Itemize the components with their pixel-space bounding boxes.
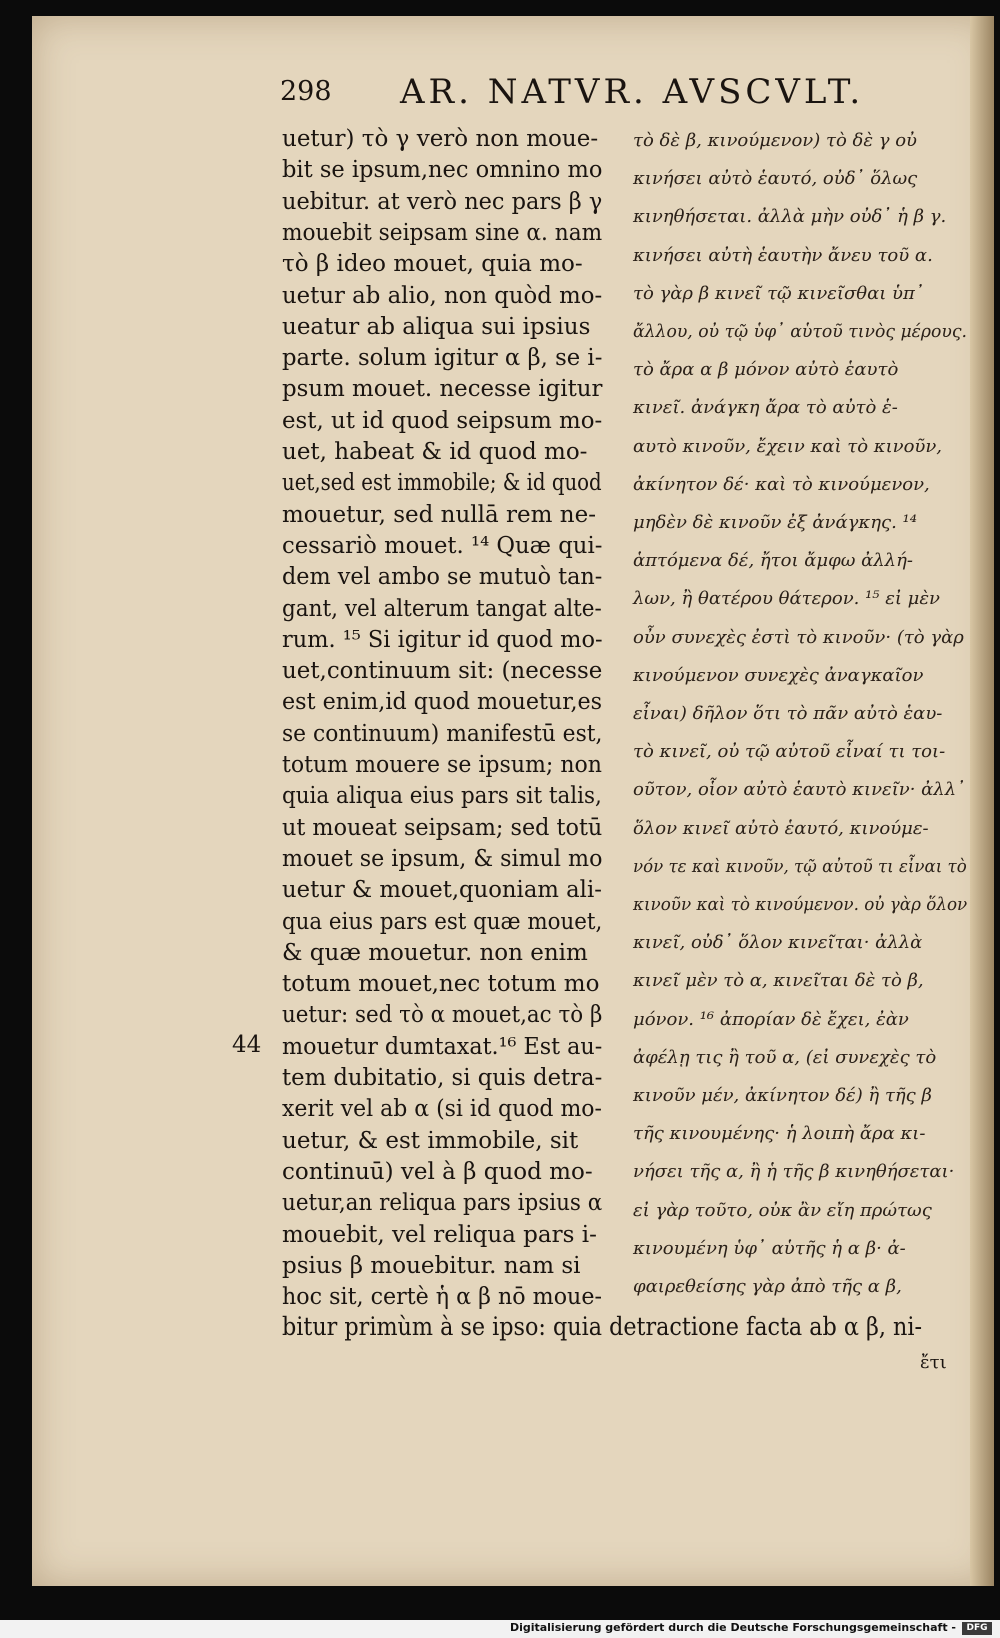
greek-line: μηδὲν δὲ κινοῦν ἐξ ἀνάγκης. ¹⁴: [633, 512, 917, 533]
latin-line: mouebit seipsam sine α. nam: [282, 219, 603, 246]
latin-line: hoc sit, certè ἡ α β nō moue-: [282, 1284, 602, 1311]
latin-line: est, ut id quod seipsum mo-: [282, 407, 603, 434]
greek-line: κινοῦν μέν, ἀκίνητον δέ) ἢ τῆς β: [633, 1085, 932, 1106]
latin-line: mouebit, vel reliqua pars i-: [282, 1221, 597, 1248]
dfg-logo: DFG: [962, 1622, 992, 1635]
latin-line: uet,sed est immobile; & id quod: [282, 470, 602, 497]
funding-notice: Digitalisierung gefördert durch die Deutsche Forschungsgemeinschaft -: [509, 1621, 956, 1634]
latin-line: dem vel ambo se mutuò tan-: [282, 564, 603, 591]
greek-line: τὸ γὰρ β κινεῖ τῷ κινεῖσθαι ὑπ᾽: [633, 282, 924, 304]
margin-note: 44: [232, 1032, 262, 1058]
latin-line: quia aliqua eius pars sit talis,: [282, 783, 602, 810]
greek-line: τὸ κινεῖ, οὐ τῷ αὐτοῦ εἶναί τι τοι-: [633, 741, 946, 763]
latin-line: uetur ab alio, non quòd mo-: [282, 282, 603, 309]
greek-line: κινοῦν καὶ τὸ κινούμενον. οὐ γὰρ ὅλον: [633, 894, 968, 915]
latin-line: totum mouet,nec totum mo: [282, 971, 600, 998]
page-number: 298: [280, 76, 332, 107]
latin-line: ueatur ab aliqua sui ipsius: [282, 313, 591, 340]
latin-line: qua eius pars est quæ mouet,: [282, 908, 603, 935]
latin-line: est enim,id quod mouetur,es: [282, 689, 603, 716]
latin-line: rum. ¹⁵ Si igitur id quod mo-: [282, 626, 603, 653]
latin-line: psius β mouebitur. nam si: [282, 1252, 581, 1279]
latin-line: uetur,an reliqua pars ipsius α: [282, 1190, 603, 1217]
greek-line: λων, ἢ θατέρου θάτερον. ¹⁵ εἰ μὲν: [633, 588, 940, 610]
greek-line: μόνον. ¹⁶ ἀπορίαν δὲ ἔχει, ἐὰν: [633, 1008, 909, 1030]
greek-line: τὸ δὲ β, κινούμενον) τὸ δὲ γ οὐ: [633, 130, 917, 151]
greek-line: οῦτον, οἷον αὐτὸ ἑαυτὸ κινεῖν· ἀλλ᾽: [633, 779, 966, 801]
latin-line: psum mouet. necesse igitur: [282, 376, 603, 403]
greek-line: ὅλον κινεῖ αὐτὸ ἑαυτό, κινούμε-: [633, 817, 929, 839]
latin-line: xerit vel ab α (si id quod mo-: [282, 1096, 602, 1123]
greek-line: εἰ γὰρ τοῦτο, οὐκ ἂν εἴη πρώτως: [633, 1199, 932, 1221]
latin-line: continuū) vel à β quod mo-: [282, 1158, 593, 1185]
latin-line: τὸ β ideo mouet, quia mo-: [282, 251, 583, 278]
latin-line: bit se ipsum,nec omnino mo: [282, 157, 603, 184]
greek-line: νήσει τῆς α, ἢ ἡ τῆς β κινηθήσεται·: [633, 1161, 955, 1183]
latin-line: uetur & mouet,quoniam ali-: [282, 877, 602, 904]
catchword: ἔτι: [920, 1352, 947, 1373]
latin-line: parte. solum igitur α β, se i-: [282, 345, 603, 372]
latin-line: mouetur, sed nullā rem ne-: [282, 501, 596, 528]
bottom-line: bitur primùm à se ipso: quia detractione facta ab α β, ni-: [282, 1312, 923, 1341]
latin-line: & quæ mouetur. non enim: [282, 939, 588, 966]
latin-line: totum mouere se ipsum; non: [282, 752, 603, 778]
greek-line: νόν τε καὶ κινοῦν, τῷ αὐτοῦ τι εἶναι τὸ: [633, 855, 967, 877]
greek-line: τῆς κινουμένης· ἡ λοιπὴ ἄρα κι-: [633, 1123, 926, 1145]
greek-line: κινεῖ. ἀνάγκη ἄρα τὸ αὐτὸ ἑ-: [633, 397, 898, 419]
latin-line: uet, habeat & id quod mo-: [282, 439, 588, 465]
greek-line: κινεῖ μὲν τὸ α, κινεῖται δὲ τὸ β,: [633, 970, 924, 992]
greek-line: ἀκίνητον δέ· καὶ τὸ κινούμενον,: [633, 473, 930, 495]
greek-line: κινούμενον συνεχὲς ἀναγκαῖον: [633, 664, 924, 686]
latin-line: tem dubitatio, si quis detra-: [282, 1065, 603, 1091]
greek-line: κινεῖ, οὐδ᾽ ὅλον κινεῖται· ἀλλὰ: [633, 932, 923, 954]
latin-line: cessariò mouet. ¹⁴ Quæ qui-: [282, 532, 603, 559]
page-edge: [970, 16, 994, 1586]
running-head: AR. NATVR. AVSCVLT.: [400, 72, 865, 112]
latin-line: uetur: sed τὸ α mouet,ac τὸ β: [282, 1002, 603, 1029]
greek-line: ἁπτόμενα δέ, ἤτοι ἄμφω ἀλλή-: [633, 550, 913, 572]
greek-line: αυτὸ κινοῦν, ἔχειν καὶ τὸ κινοῦν,: [633, 435, 943, 457]
greek-line: εἶναι) δῆλον ὅτι τὸ πᾶν αὐτὸ ἑαυ-: [633, 703, 943, 724]
greek-line: φαιρεθείσης γὰρ ἀπὸ τῆς α β,: [633, 1276, 902, 1297]
greek-line: ἄλλου, οὐ τῷ ὑφ᾽ αὑτοῦ τινὸς μέρους.: [633, 321, 967, 342]
latin-line: uet,continuum sit: (necesse: [282, 658, 603, 685]
latin-line: uebitur. at verò nec pars β γ: [282, 188, 603, 215]
latin-line: mouet se ipsum, & simul mo: [282, 845, 603, 872]
greek-line: κινηθήσεται. ἀλλὰ μὴν οὐδ᾽ ἡ β γ.: [633, 206, 947, 228]
latin-line: uetur) τὸ γ verò non moue-: [282, 126, 599, 152]
greek-line: κινήσει αὐτὸ ἑαυτό, οὐδ᾽ ὅλως: [633, 168, 918, 190]
greek-line: κινουμένη ὑφ᾽ αὑτῆς ἡ α β· ἀ-: [633, 1237, 906, 1259]
latin-line: se continuum) manifestū est,: [282, 720, 603, 747]
latin-line: uetur, & est immobile, sit: [282, 1127, 579, 1154]
greek-line: οὖν συνεχὲς ἐστὶ τὸ κινοῦν· (τὸ γὰρ: [633, 626, 964, 648]
page-header: [280, 72, 890, 116]
latin-line: mouetur dumtaxat.¹⁶ Est au-: [282, 1033, 603, 1060]
latin-line: ut moueat seipsam; sed totū: [282, 814, 603, 841]
greek-line: ἀφέλῃ τις ἢ τοῦ α, (εἰ συνεχὲς τὸ: [633, 1046, 937, 1068]
footer-bar: [0, 1620, 1000, 1638]
greek-line: τὸ ἄρα α β μόνον αὐτὸ ἑαυτὸ: [633, 359, 899, 381]
greek-line: κινήσει αὐτὴ ἑαυτὴν ἄνευ τοῦ α.: [633, 244, 933, 266]
latin-line: gant, vel alterum tangat alte-: [282, 595, 602, 622]
